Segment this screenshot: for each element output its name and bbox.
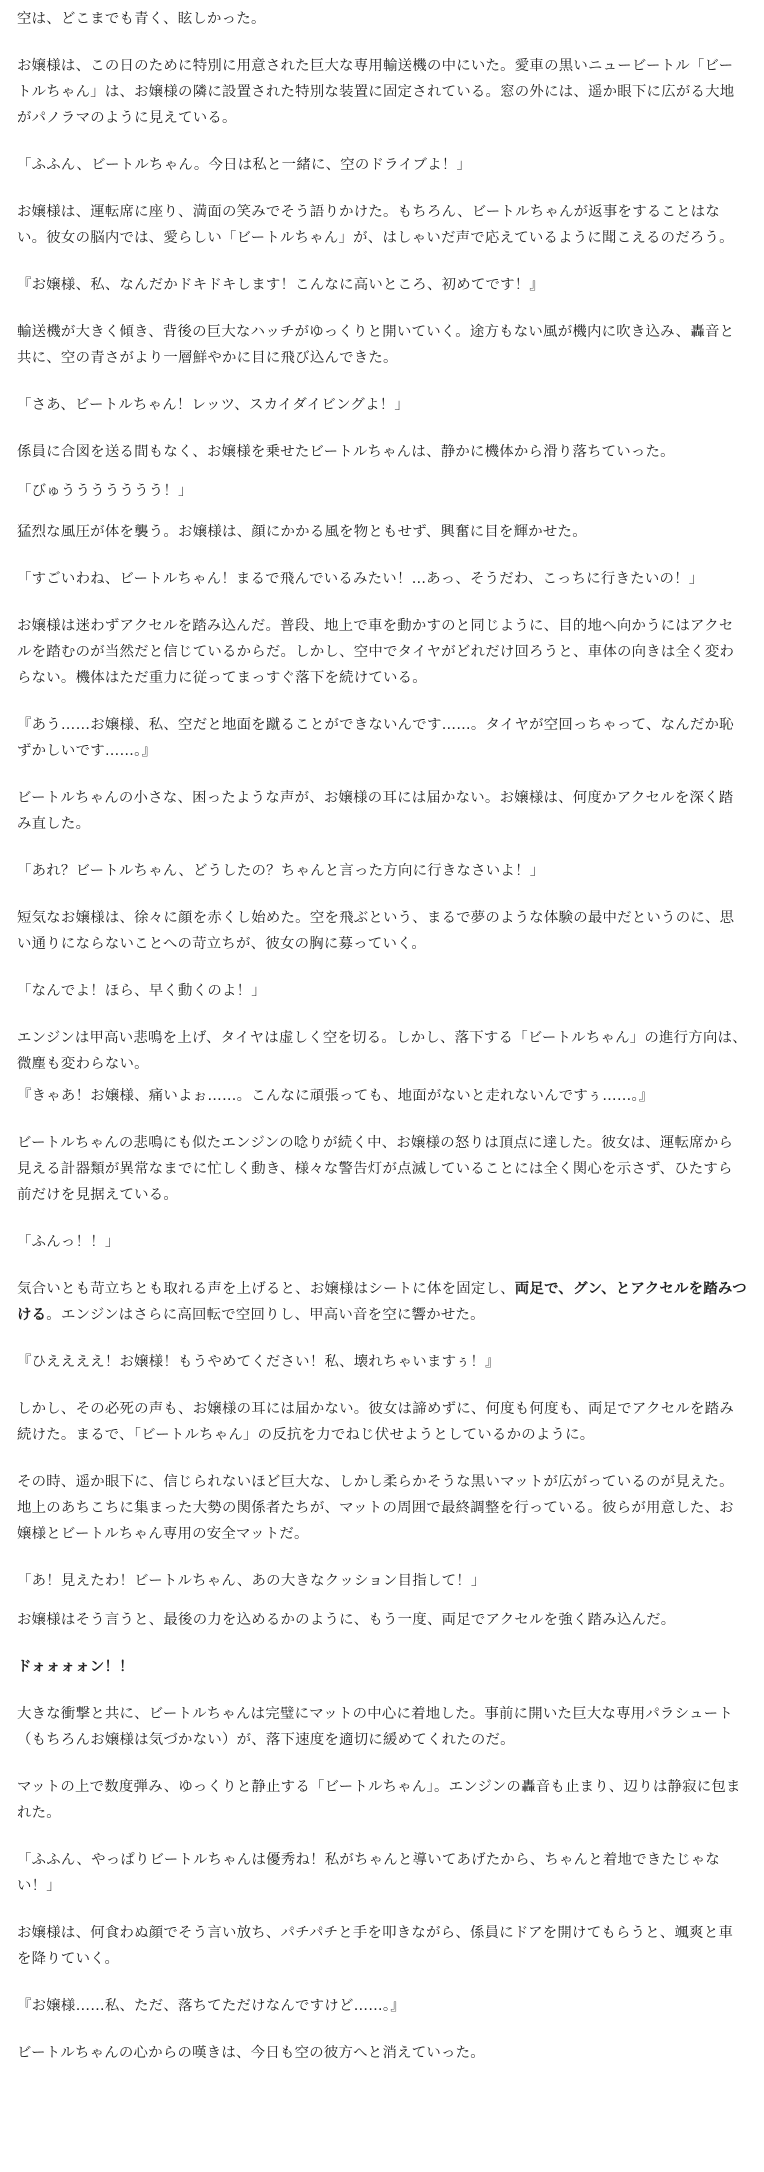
paragraph-text: ビートルちゃんの小さな、困ったような声が、お嬢様の耳には届かない。お嬢様は、何度かアクセルを深く踏み直した。 (17, 790, 734, 832)
story-paragraph (17, 1130, 747, 1208)
paragraph-text: お嬢様は迷わずアクセルを踏み込んだ。普段、地上で車を動かすのと同じように、目的地へ向かうにはアクセルを踏むのが当然だと信じているからだ。しかし、空中でタイヤがどれだけ回ろうと、車体の向きは全く変わらない。機体はただ重力に従ってまっすぐ落下を続けている。 (17, 618, 735, 686)
story-paragraph (17, 199, 747, 251)
paragraph-text: 輸送機が大きく傾き、背後の巨大なハッチがゆっくりと開いていく。途方もない風が機内に吹き込み、轟音と共に、空の青さがより一層鮮やかに目に飛び込んできた。 (17, 324, 735, 366)
paragraph-text-tail: 。エンジンはさらに高回転で空回りし、甲高い音を空に響かせた。 (46, 1307, 485, 1323)
paragraph-text: 猛烈な風圧が体を襲う。お嬢様は、顔にかかる風を物ともせず、興奮に目を輝かせた。 (17, 524, 587, 540)
story-paragraph (17, 613, 747, 691)
paragraph-text: 大きな衝撃と共に、ビートルちゃんは完璧にマットの中心に着地した。事前に開いた巨大な専用パラシュート（もちろんお嬢様は気づかない）が、落下速度を適切に緩めてくれたのだ。 (17, 1706, 733, 1748)
story-paragraph (17, 1654, 747, 1680)
paragraph-text: ビートルちゃんの悲鳴にも似たエンジンの唸りが続く中、お嬢様の怒りは頂点に達した。彼女は、運転席から見える計器類が異常なまでに忙しく動き、様々な警告灯が点滅していることには全く関心を示さず、ひたすら前だけを見据えている。 (17, 1135, 734, 1203)
paragraph-text: 「ふふん、やっぱりビートルちゃんは優秀ね！私がちゃんと導いてあげたから、ちゃんと着地できたじゃない！」 (17, 1852, 721, 1894)
emphasis-text: 両足で、グン、とアクセルを踏みつける (17, 1281, 747, 1323)
paragraph-text: エンジンは甲高い悲鳴を上げ、タイヤは虚しく空を切る。しかし、落下する「ビートルちゃん」の進行方向は、微塵も変わらない。 (17, 1030, 747, 1072)
paragraph-text: 「なんでよ！ほら、早く動くのよ！」 (17, 983, 266, 999)
story-paragraph (17, 1349, 747, 1375)
story-paragraph (17, 1568, 747, 1594)
paragraph-text: 「ふんっ！！」 (17, 1234, 120, 1250)
story-paragraph (17, 1847, 747, 1899)
emphasis-text: ドォォォォン！！ (17, 1659, 134, 1675)
paragraph-text: 「あ！見えたわ！ビートルちゃん、あの大きなクッション目指して！」 (17, 1573, 486, 1589)
paragraph-text: その時、遥か眼下に、信じられないほど巨大な、しかし柔らかそうな黒いマットが広がっているのが見えた。地上のあちこちに集まった大勢の関係者たちが、マットの周囲で最終調整を行っている。彼らが用意した、お嬢様とビートルちゃん専用の安全マットだ。 (17, 1474, 734, 1542)
story-paragraph (17, 1774, 747, 1826)
story-paragraph (17, 6, 747, 32)
paragraph-text: お嬢様はそう言うと、最後の力を込めるかのように、もう一度、両足でアクセルを強く踏み込んだ。 (17, 1612, 676, 1628)
story-paragraph (17, 272, 747, 298)
paragraph-text: 『ひええええ！お嬢様！もうやめてください！私、壊れちゃいますぅ！』 (17, 1354, 500, 1370)
paragraph-text: お嬢様は、運転席に座り、満面の笑みでそう語りかけた。もちろん、ビートルちゃんが返事をすることはない。彼女の脳内では、愛らしい「ビートルちゃん」が、はしゃいだ声で応えているように聞こえるのだろう。 (17, 204, 734, 246)
paragraph-text: 「ふふん、ビートルちゃん。今日は私と一緒に、空のドライブよ！」 (17, 157, 472, 173)
story-paragraph (17, 478, 747, 504)
paragraph-text: マットの上で数度弾み、ゆっくりと静止する「ビートルちゃん」。エンジンの轟音も止まり、辺りは静寂に包まれた。 (17, 1779, 741, 1821)
story-paragraph (17, 978, 747, 1004)
paragraph-text: お嬢様は、何食わぬ顔でそう言い放ち、パチパチと手を叩きながら、係員にドアを開けてもらうと、颯爽と車を降りていく。 (17, 1925, 734, 1967)
story-paragraph (17, 1025, 747, 1077)
story-paragraph (17, 319, 747, 371)
paragraph-text: お嬢様は、この日のために特別に用意された巨大な専用輸送機の中にいた。愛車の黒いニュービートル「ビートルちゃん」は、お嬢様の隣に設置された特別な装置に固定されている。窓の外には、遥か眼下に広がる大地がパノラマのように見えている。 (17, 58, 735, 126)
paragraph-text: 気合いとも苛立ちとも取れる声を上げると、お嬢様はシートに体を固定し、 (17, 1281, 515, 1297)
paragraph-text: 係員に合図を送る間もなく、お嬢様を乗せたビートルちゃんは、静かに機体から滑り落ちていった。 (17, 444, 675, 460)
story-paragraph (17, 1396, 747, 1448)
paragraph-text: 「あれ？ビートルちゃん、どうしたの？ちゃんと言った方向に行きなさいよ！」 (17, 863, 545, 879)
paragraph-text: 「びゅううううううう！」 (17, 483, 193, 499)
paragraph-text: 「すごいわね、ビートルちゃん！まるで飛んでいるみたい！…あっ、そうだわ、こっちに行きたいの！」 (17, 571, 704, 587)
story-paragraph (17, 392, 747, 418)
story-paragraph (17, 1469, 747, 1547)
paragraph-text: 『お嬢様……私、ただ、落ちてただけなんですけど……。』 (17, 1998, 405, 2014)
paragraph-text: 「さあ、ビートルちゃん！レッツ、スカイダイビングよ！」 (17, 397, 409, 413)
story-paragraph (17, 1276, 747, 1328)
story-paragraph (17, 152, 747, 178)
story-paragraph (17, 1701, 747, 1753)
story-paragraph (17, 712, 747, 764)
paragraph-text: 『お嬢様、私、なんだかドキドキします！こんなに高いところ、初めてです！』 (17, 277, 545, 293)
story-paragraph (17, 566, 747, 592)
story-paragraph (17, 519, 747, 545)
story-paragraph (17, 2040, 747, 2066)
story-paragraph (17, 1607, 747, 1633)
story-paragraph (17, 785, 747, 837)
story-paragraph (17, 1229, 747, 1255)
story-paragraph (17, 1920, 747, 1972)
paragraph-text: 短気なお嬢様は、徐々に顔を赤くし始めた。空を飛ぶという、まるで夢のような体験の最中だというのに、思い通りにならないことへの苛立ちが、彼女の胸に募っていく。 (17, 910, 735, 952)
paragraph-text: 『あう……お嬢様、私、空だと地面を蹴ることができないんです……。タイヤが空回っちゃって、なんだか恥ずかしいです……。』 (17, 717, 734, 759)
paragraph-text: ビートルちゃんの心からの嘆きは、今日も空の彼方へと消えていった。 (17, 2045, 485, 2061)
story-paragraph (17, 1083, 747, 1109)
story-paragraph (17, 858, 747, 884)
story-paragraph (17, 53, 747, 131)
story-paragraph (17, 439, 747, 465)
paragraph-text: 『きゃあ！お嬢様、痛いよぉ……。こんなに頑張っても、地面がないと走れないんですぅ……。』 (17, 1088, 654, 1104)
story-paragraph (17, 905, 747, 957)
story-paragraph (17, 1993, 747, 2019)
paragraph-text: しかし、その必死の声も、お嬢様の耳には届かない。彼女は諦めずに、何度も何度も、両足でアクセルを踏み続けた。まるで、「ビートルちゃん」の反抗を力でねじ伏せようとしているかのように。 (17, 1401, 734, 1443)
paragraph-text: 空は、どこまでも青く、眩しかった。 (17, 11, 266, 27)
